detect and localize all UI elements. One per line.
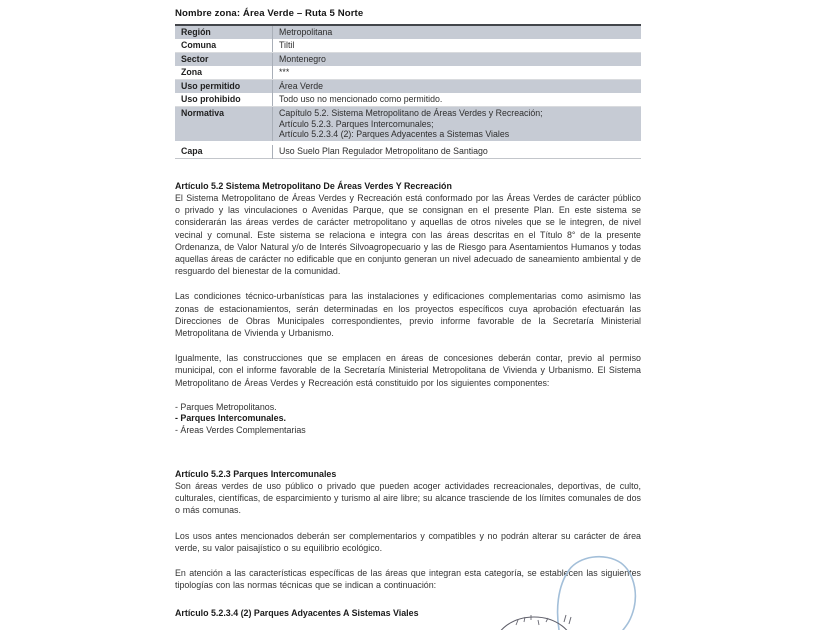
row-value: Uso Suelo Plan Regulador Metropolitano de Santiago (279, 145, 488, 156)
row-value (273, 107, 641, 141)
table-row-zona (175, 66, 641, 80)
normativa-line: Artículo 5.2.3.4 (2): Parques Adyacentes a Sistemas Viales (279, 129, 510, 140)
article-5-2-3-4-heading: Artículo 5.2.3.4 (2) Parques Adyacentes A Sistemas Viales (175, 608, 419, 618)
row-label: Uso prohibido (175, 93, 273, 107)
article-5-2-3-paragraph-3: En atención a las características específicas de las áreas que integran esta categoría, se establecen las siguientes tipologías con las normas técnicas que se indican a continuación: (175, 568, 641, 591)
table-row-capa (175, 145, 641, 159)
normativa-line: Artículo 5.2.3. Parques Intercomunales; (279, 118, 434, 129)
zone-attributes-table (175, 24, 641, 159)
row-label: Región (175, 25, 273, 39)
row-label: Sector (175, 53, 273, 67)
table-row-sector (175, 53, 641, 67)
table-row-uso-permitido (175, 80, 641, 94)
list-item: - Parques Metropolitanos. (175, 401, 277, 412)
stamp-arc-icon (486, 608, 586, 630)
row-value: Todo uso no mencionado como permitido. (273, 93, 641, 107)
normativa-line: Capítulo 5.2. Sistema Metropolitano de Áreas Verdes y Recreación; (279, 108, 543, 118)
row-label: Zona (175, 66, 273, 80)
row-label: Uso permitido (175, 80, 273, 94)
table-row-comuna (175, 39, 641, 53)
table-row-region (175, 25, 641, 39)
article-5-2-section (175, 180, 641, 437)
row-value: Tiltil (273, 39, 641, 53)
article-5-2-paragraph-3: Igualmente, las construcciones que se emplacen en áreas de concesiones deberán contar, previo al permiso municipal, con el informe favorable de la Secretaría Ministerial Metropolitana de Vivienda y Urbanismo. El Sistema Metropolitano de Áreas Verdes y Recreación está constituido por los siguientes componentes: (175, 353, 641, 388)
components-list (175, 402, 641, 437)
row-label: Normativa (175, 107, 273, 141)
article-5-2-3-paragraph-1: Son áreas verdes de uso público o privado que pueden acoger actividades recreacionales, deportivas, de culto, culturales, científicas, de esparcimiento y turismo al aire libre; su alcance trasciende de los límites comunales de dos o más comunas. (175, 481, 641, 516)
table-row-normativa (175, 107, 641, 141)
table-row-uso-prohibido (175, 93, 641, 107)
list-item: - Áreas Verdes Complementarias (175, 425, 306, 436)
article-5-2-heading: Artículo 5.2 Sistema Metropolitano De Áreas Verdes Y Recreación (175, 181, 452, 191)
row-label: Capa (175, 145, 273, 159)
article-5-2-paragraph-1: El Sistema Metropolitano de Áreas Verdes y Recreación está conformado por las Áreas Verdes de carácter público o privado y las vinculaciones o Avenidas Parque, que se consignan en el presente Plan. En este sistema se considerarán las áreas verdes de carácter metropolitano y aquellas de otros niveles que se le integren, de nivel vecinal y comunal. Este sistema se relaciona e integra con las áreas descritas en el Título 8° de la presente Ordenanza, de Valor Natural y/o de Interés Silvoagropecuario y las de Riesgo para Asentamientos Humanos y todas aquellas áreas de carácter no edificable que en conjunto generan un nivel adecuado de saneamiento ambiental y de resguardo del bienestar de la comunidad. (175, 193, 641, 277)
zone-header-block (175, 8, 641, 159)
row-value: Montenegro (273, 53, 641, 67)
row-value: Área Verde (273, 80, 641, 94)
row-label: Comuna (175, 39, 273, 53)
article-5-2-3-heading: Artículo 5.2.3 Parques Intercomunales (175, 469, 337, 479)
article-5-2-3-paragraph-2: Los usos antes mencionados deberán ser complementarios y compatibles y no podrán alterar su carácter de área verde, su valor paisajístico o su equilibrio ecológico. (175, 530, 641, 553)
row-value: *** (273, 66, 641, 80)
page-title: Nombre zona: Área Verde – Ruta 5 Norte (175, 8, 364, 19)
article-5-2-paragraph-2: Las condiciones técnico-urbanísticas para las instalaciones y edificaciones complementarias como asimismo las zonas de estacionamientos, serán determinadas en los proyectos específicos cuya aprobación efectuarán las Direcciones de Obras Municipales correspondientes, previo informe favorable de la Secretaría Ministerial Metropolitana de Vivienda y Urbanismo. (175, 291, 641, 339)
list-item: - Parques Intercomunales. (175, 413, 286, 424)
row-value: Metropolitana (273, 25, 641, 39)
